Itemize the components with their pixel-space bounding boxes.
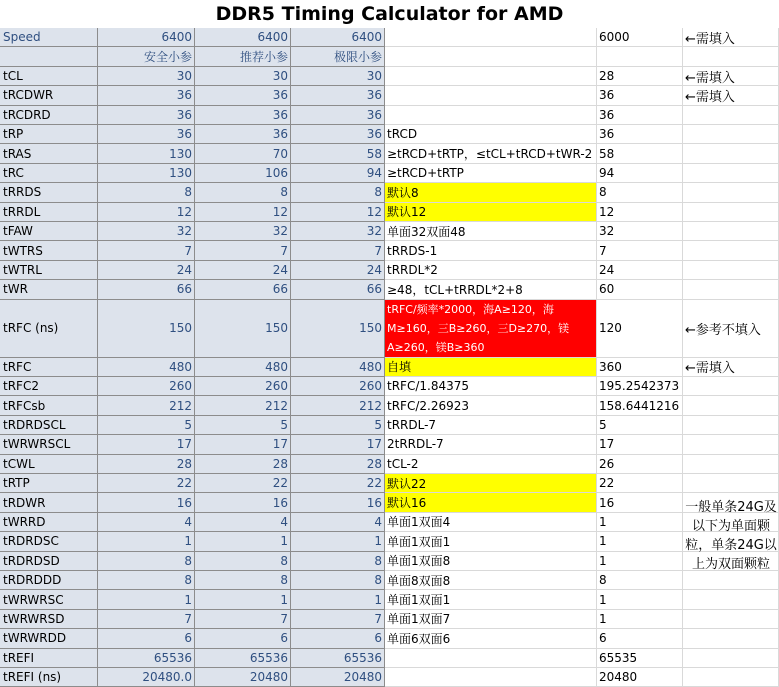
formula-cell: 单面1双面4: [385, 513, 597, 532]
safe-value-cell: 130: [98, 144, 195, 163]
recommended-value-cell: 22: [195, 474, 291, 493]
row-label: tWRWRSD: [0, 610, 98, 629]
row-label: tRRDS: [0, 183, 98, 202]
formula-cell: 单面1双面1: [385, 590, 597, 609]
result-cell[interactable]: 360: [597, 358, 683, 377]
safe-value-cell: 32: [98, 222, 195, 241]
table-row: [0, 513, 779, 532]
note-cell: [683, 590, 779, 609]
extreme-value-cell: 7: [291, 610, 385, 629]
table-row: [0, 125, 779, 144]
row-label: tWR: [0, 280, 98, 299]
table-row: [0, 610, 779, 629]
result-cell[interactable]: 8: [597, 571, 683, 590]
result-cell[interactable]: 24: [597, 261, 683, 280]
extreme-value-cell: 32: [291, 222, 385, 241]
result-cell[interactable]: 36: [597, 106, 683, 125]
safe-value-cell: 66: [98, 280, 195, 299]
formula-cell: [385, 106, 597, 125]
row-label: tRFCsb: [0, 396, 98, 415]
safe-value-cell: 8: [98, 183, 195, 202]
recommended-value-cell: 7: [195, 610, 291, 629]
extreme-value-cell: 1: [291, 532, 385, 551]
extreme-value-cell: 6400: [291, 28, 385, 47]
extreme-value-cell: 66: [291, 280, 385, 299]
extreme-value-cell: 5: [291, 416, 385, 435]
recommended-value-cell: 32: [195, 222, 291, 241]
table-row: [0, 416, 779, 435]
recommended-value-cell: 36: [195, 86, 291, 105]
recommended-value-cell: 1: [195, 532, 291, 551]
extreme-value-cell: 8: [291, 183, 385, 202]
result-cell[interactable]: [597, 47, 683, 66]
formula-cell: [385, 67, 597, 86]
recommended-value-cell: 8: [195, 571, 291, 590]
row-label: tWRWRDD: [0, 629, 98, 648]
extreme-value-cell: 20480: [291, 668, 385, 687]
side-note: 一般单条24G及以下为单面颗粒，单条24G以上为双面颗粒: [685, 500, 777, 572]
note-cell: ←需填入: [683, 86, 779, 105]
extreme-value-cell: 22: [291, 474, 385, 493]
table-row: [0, 203, 779, 222]
result-cell[interactable]: 94: [597, 164, 683, 183]
formula-cell: ≥tRCD+tRTP: [385, 164, 597, 183]
result-cell[interactable]: 22: [597, 474, 683, 493]
note-cell: [683, 629, 779, 648]
result-cell[interactable]: 7: [597, 241, 683, 260]
row-label: tRCDWR: [0, 86, 98, 105]
result-cell[interactable]: 6000: [597, 28, 683, 47]
recommended-value-cell: 1: [195, 590, 291, 609]
result-cell[interactable]: 1: [597, 532, 683, 551]
table-row: [0, 144, 779, 163]
recommended-value-cell: 6: [195, 629, 291, 648]
safe-value-cell: 36: [98, 86, 195, 105]
extreme-value-cell: 24: [291, 261, 385, 280]
recommended-value-cell: 480: [195, 358, 291, 377]
formula-cell: 自填: [385, 358, 597, 377]
formula-cell: [385, 47, 597, 66]
result-cell[interactable]: 16: [597, 493, 683, 512]
note-cell: [683, 125, 779, 144]
row-label: tWTRS: [0, 241, 98, 260]
table-row: [0, 183, 779, 202]
result-cell[interactable]: 12: [597, 203, 683, 222]
formula-cell: 默认8: [385, 183, 597, 202]
row-label: tRFC (ns): [0, 300, 98, 358]
result-cell[interactable]: 120: [597, 300, 683, 358]
extreme-value-cell: 480: [291, 358, 385, 377]
note-cell: [683, 241, 779, 260]
note-cell: [683, 261, 779, 280]
formula-cell: tRRDL-7: [385, 416, 597, 435]
note-cell: [683, 203, 779, 222]
safe-value-cell: 24: [98, 261, 195, 280]
extreme-value-cell: 36: [291, 86, 385, 105]
recommended-value-cell: 4: [195, 513, 291, 532]
extreme-value-cell: 36: [291, 125, 385, 144]
row-label: tFAW: [0, 222, 98, 241]
table-row: [0, 493, 779, 512]
note-cell: [683, 144, 779, 163]
safe-value-cell: 1: [98, 590, 195, 609]
note-cell: [683, 164, 779, 183]
result-cell[interactable]: 36: [597, 86, 683, 105]
formula-cell: 单面1双面8: [385, 552, 597, 571]
note-cell: ←需填入: [683, 28, 779, 47]
row-label: tCL: [0, 67, 98, 86]
extreme-value-cell: 58: [291, 144, 385, 163]
note-cell: ←参考不填入: [683, 300, 779, 358]
row-label: tWRWRSCL: [0, 435, 98, 454]
result-cell[interactable]: 32: [597, 222, 683, 241]
table-row: [0, 532, 779, 551]
safe-value-cell: 5: [98, 416, 195, 435]
safe-value-cell: 30: [98, 67, 195, 86]
note-cell: [683, 649, 779, 668]
recommended-value-cell: 17: [195, 435, 291, 454]
safe-value-cell: 28: [98, 455, 195, 474]
result-cell[interactable]: 1: [597, 513, 683, 532]
recommended-value-cell: 推荐小参: [195, 47, 291, 66]
row-label: tRAS: [0, 144, 98, 163]
formula-cell: tRRDS-1: [385, 241, 597, 260]
note-cell: [683, 668, 779, 687]
extreme-value-cell: 8: [291, 571, 385, 590]
note-cell: [683, 416, 779, 435]
table-row: [0, 377, 779, 396]
table-row: [0, 86, 779, 105]
extreme-value-cell: 极限小参: [291, 47, 385, 66]
extreme-value-cell: 12: [291, 203, 385, 222]
safe-value-cell: 7: [98, 610, 195, 629]
result-cell[interactable]: 65535: [597, 649, 683, 668]
formula-cell: 默认16: [385, 493, 597, 512]
recommended-value-cell: 106: [195, 164, 291, 183]
note-cell: [683, 47, 779, 66]
row-label: tRDRDSC: [0, 532, 98, 551]
table-row: [0, 474, 779, 493]
extreme-value-cell: 28: [291, 455, 385, 474]
note-cell: [683, 377, 779, 396]
note-cell: ←需填入: [683, 358, 779, 377]
formula-cell: tRFC/2.26923: [385, 396, 597, 415]
extreme-value-cell: 17: [291, 435, 385, 454]
result-cell[interactable]: 1: [597, 552, 683, 571]
formula-cell: 单面1双面7: [385, 610, 597, 629]
result-cell[interactable]: 195.2542373: [597, 377, 683, 396]
extreme-value-cell: 30: [291, 67, 385, 86]
row-label: Speed: [0, 28, 98, 47]
extreme-value-cell: 260: [291, 377, 385, 396]
note-cell: [683, 222, 779, 241]
table-row: [0, 222, 779, 241]
recommended-value-cell: 6400: [195, 28, 291, 47]
row-label: tWRRD: [0, 513, 98, 532]
safe-value-cell: 7: [98, 241, 195, 260]
formula-cell: 单面1双面1: [385, 532, 597, 551]
table-row: [0, 435, 779, 454]
formula-cell: 默认12: [385, 203, 597, 222]
result-cell[interactable]: 36: [597, 125, 683, 144]
formula-cell: tCL-2: [385, 455, 597, 474]
safe-value-cell: 4: [98, 513, 195, 532]
safe-value-cell: 22: [98, 474, 195, 493]
note-cell: [683, 455, 779, 474]
formula-cell: tRFC/1.84375: [385, 377, 597, 396]
table-row: [0, 552, 779, 571]
table-row: [0, 164, 779, 183]
table-row: [0, 358, 779, 377]
note-cell: [683, 396, 779, 415]
table-row: [0, 649, 779, 668]
recommended-value-cell: 24: [195, 261, 291, 280]
safe-value-cell: 212: [98, 396, 195, 415]
row-label: tRRDL: [0, 203, 98, 222]
table-row: [0, 629, 779, 648]
row-label: tWTRL: [0, 261, 98, 280]
formula-cell: 单面8双面8: [385, 571, 597, 590]
formula-cell: tRRDL*2: [385, 261, 597, 280]
recommended-value-cell: 66: [195, 280, 291, 299]
table-row: [0, 241, 779, 260]
recommended-value-cell: 16: [195, 493, 291, 512]
recommended-value-cell: 30: [195, 67, 291, 86]
note-cell: [683, 610, 779, 629]
formula-cell: ≥48，tCL+tRRDL*2+8: [385, 280, 597, 299]
table-row: [0, 67, 779, 86]
recommended-value-cell: 8: [195, 552, 291, 571]
safe-value-cell: 36: [98, 106, 195, 125]
recommended-value-cell: 65536: [195, 649, 291, 668]
table-row: [0, 28, 779, 47]
row-label: tRP: [0, 125, 98, 144]
safe-value-cell: 65536: [98, 649, 195, 668]
table-row: [0, 261, 779, 280]
table-row: [0, 47, 779, 66]
recommended-value-cell: 8: [195, 183, 291, 202]
table-row: [0, 396, 779, 415]
row-label: tCWL: [0, 455, 98, 474]
extreme-value-cell: 65536: [291, 649, 385, 668]
extreme-value-cell: 7: [291, 241, 385, 260]
result-cell[interactable]: 26: [597, 455, 683, 474]
table-row: [0, 300, 779, 358]
formula-cell: 单面6双面6: [385, 629, 597, 648]
safe-value-cell: 17: [98, 435, 195, 454]
result-cell[interactable]: 5: [597, 416, 683, 435]
formula-cell: tRCD: [385, 125, 597, 144]
formula-cell: [385, 649, 597, 668]
recommended-value-cell: 70: [195, 144, 291, 163]
safe-value-cell: 8: [98, 571, 195, 590]
recommended-value-cell: 212: [195, 396, 291, 415]
safe-value-cell: 安全小参: [98, 47, 195, 66]
recommended-value-cell: 260: [195, 377, 291, 396]
safe-value-cell: 1: [98, 532, 195, 551]
table-row: [0, 106, 779, 125]
safe-value-cell: 6400: [98, 28, 195, 47]
recommended-value-cell: 5: [195, 416, 291, 435]
recommended-value-cell: 12: [195, 203, 291, 222]
extreme-value-cell: 4: [291, 513, 385, 532]
formula-cell: 2tRRDL-7: [385, 435, 597, 454]
extreme-value-cell: 150: [291, 300, 385, 358]
extreme-value-cell: 94: [291, 164, 385, 183]
result-cell[interactable]: 58: [597, 144, 683, 163]
result-cell[interactable]: 17: [597, 435, 683, 454]
formula-cell: tRFC/频率*2000，海A≥120，海M≥160，三B≥260，三D≥270，镁A≥260，镁B≥360: [385, 300, 597, 358]
result-cell[interactable]: 1: [597, 610, 683, 629]
row-label: [0, 47, 98, 66]
safe-value-cell: 130: [98, 164, 195, 183]
formula-cell: ≥tRCD+tRTP，≤tCL+tRCD+tWR-2: [385, 144, 597, 163]
note-cell: [683, 280, 779, 299]
recommended-value-cell: 36: [195, 125, 291, 144]
result-cell[interactable]: 1: [597, 590, 683, 609]
extreme-value-cell: 36: [291, 106, 385, 125]
result-cell[interactable]: 60: [597, 280, 683, 299]
extreme-value-cell: 16: [291, 493, 385, 512]
extreme-value-cell: 212: [291, 396, 385, 415]
table-row: [0, 590, 779, 609]
row-label: tRCDRD: [0, 106, 98, 125]
row-label: tRDWR: [0, 493, 98, 512]
recommended-value-cell: 28: [195, 455, 291, 474]
safe-value-cell: 150: [98, 300, 195, 358]
safe-value-cell: 480: [98, 358, 195, 377]
row-label: tRDRDDD: [0, 571, 98, 590]
extreme-value-cell: 1: [291, 590, 385, 609]
table-row: [0, 668, 779, 687]
formula-cell: [385, 668, 597, 687]
extreme-value-cell: 6: [291, 629, 385, 648]
safe-value-cell: 16: [98, 493, 195, 512]
formula-cell: 默认22: [385, 474, 597, 493]
result-cell[interactable]: 158.6441216: [597, 396, 683, 415]
formula-cell: [385, 28, 597, 47]
row-label: tRC: [0, 164, 98, 183]
row-label: tRFC2: [0, 377, 98, 396]
recommended-value-cell: 150: [195, 300, 291, 358]
table-row: [0, 280, 779, 299]
result-cell[interactable]: 20480: [597, 668, 683, 687]
extreme-value-cell: 8: [291, 552, 385, 571]
safe-value-cell: 260: [98, 377, 195, 396]
note-cell: [683, 435, 779, 454]
table-row: [0, 571, 779, 590]
safe-value-cell: 20480.0: [98, 668, 195, 687]
row-label: tRDRDSCL: [0, 416, 98, 435]
page-title: DDR5 Timing Calculator for AMD: [215, 3, 564, 25]
note-cell: [683, 183, 779, 202]
safe-value-cell: 6: [98, 629, 195, 648]
result-cell[interactable]: 28: [597, 67, 683, 86]
formula-cell: 单面32双面48: [385, 222, 597, 241]
timing-table: [0, 28, 779, 685]
safe-value-cell: 36: [98, 125, 195, 144]
row-label: tRTP: [0, 474, 98, 493]
result-cell[interactable]: 8: [597, 183, 683, 202]
note-cell: ←需填入: [683, 67, 779, 86]
note-cell: [683, 106, 779, 125]
recommended-value-cell: 20480: [195, 668, 291, 687]
result-cell[interactable]: 6: [597, 629, 683, 648]
row-label: tRDRDSD: [0, 552, 98, 571]
note-cell: [683, 474, 779, 493]
row-label: tREFI: [0, 649, 98, 668]
row-label: tWRWRSC: [0, 590, 98, 609]
safe-value-cell: 12: [98, 203, 195, 222]
row-label: tRFC: [0, 358, 98, 377]
safe-value-cell: 8: [98, 552, 195, 571]
recommended-value-cell: 36: [195, 106, 291, 125]
row-label: tREFI (ns): [0, 668, 98, 687]
recommended-value-cell: 7: [195, 241, 291, 260]
table-row: [0, 455, 779, 474]
formula-cell: [385, 86, 597, 105]
